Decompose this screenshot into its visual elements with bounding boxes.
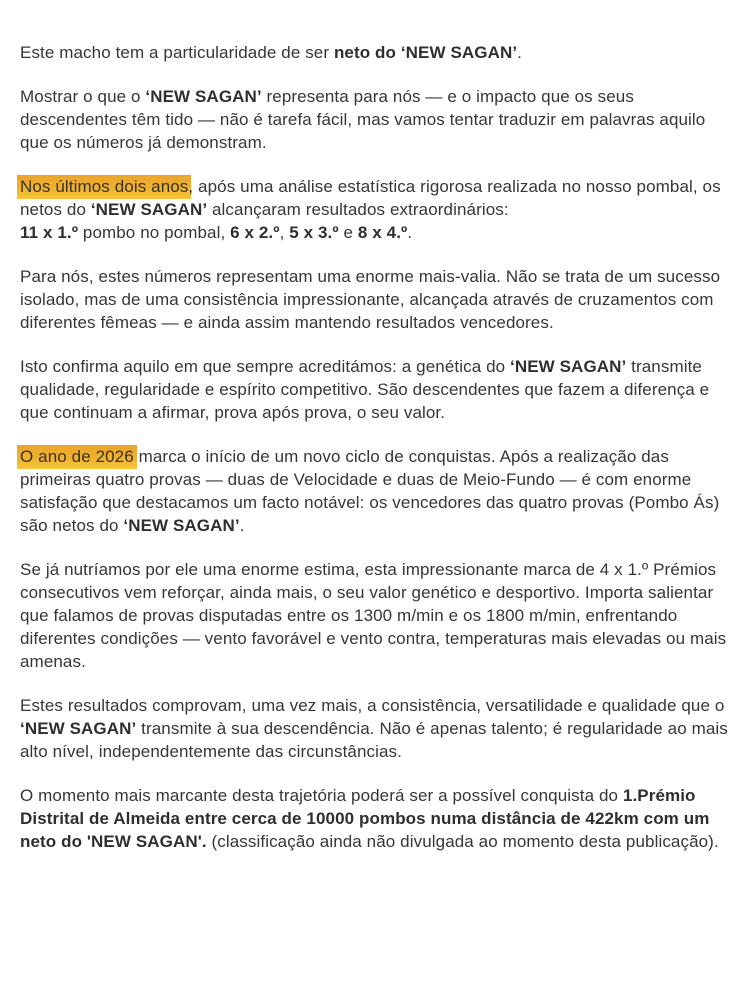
text-run: O momento mais marcante desta trajetória poderá ser a possível conquista do bbox=[20, 786, 623, 805]
text-run: , bbox=[279, 223, 290, 242]
text-run: pombo no pombal, bbox=[78, 223, 231, 242]
bold-run: ‘NEW SAGAN’ bbox=[123, 516, 240, 535]
text-run: alcançaram resultados extraordinários: bbox=[207, 200, 509, 219]
bold-run: neto do ‘NEW SAGAN’ bbox=[333, 43, 518, 62]
text-run: representa para nós — e o impacto que os seus descendentes têm tido — não é tarefa fácil, mas vamos tentar traduzir em palavras aquilo que os números já demonstram. bbox=[20, 87, 706, 152]
paragraph-5 bbox=[20, 355, 732, 424]
bold-run: ‘NEW SAGAN’ bbox=[510, 357, 627, 376]
bold-run: 1.Prémio Distrital de Almeida entre cerca de 10000 pombos numa distância de 422km com um neto do 'NEW SAGAN'. bbox=[20, 786, 710, 851]
bold-run: 11 x 1.º bbox=[20, 223, 79, 242]
text-run: marca o início de um novo ciclo de conquistas. Após a realização das primeiras quatro provas — duas de Velocidade e duas de Meio-Fundo — é com enorme satisfação que destacamos um facto notável: os vencedores das quatro provas (Pombo Ás) são netos do bbox=[20, 447, 720, 535]
text-run: Se já nutríamos por ele uma enorme estima, esta impressionante marca de 4 x 1.º Prémios consecutivos vem reforçar, ainda mais, o seu valor genético e desportivo. Importa salientar que falamos de provas disputadas entre os 1300 m/min e os 1800 m/min, enfrentando diferentes condições — vento favorável e vento contra, temperaturas mais elevadas ou mais amenas. bbox=[20, 560, 727, 671]
text-run: . bbox=[407, 223, 413, 242]
text-run: Mostrar o que o bbox=[20, 87, 146, 106]
text-run: Estes resultados comprovam, uma vez mais, a consistência, versatilidade e qualidade que o bbox=[20, 696, 725, 715]
bold-run: 8 x 4.º bbox=[357, 223, 408, 242]
highlight-run: Nos últimos dois anos bbox=[17, 175, 191, 199]
text-run: Para nós, estes números representam uma enorme mais-valia. Não se trata de um sucesso isolado, mas de uma consistência impressionante, alcançada através de cruzamentos com diferentes fêmeas — e ainda assim mantendo resultados vencedores. bbox=[20, 267, 721, 332]
text-run: (classificação ainda não divulgada ao momento desta publicação). bbox=[206, 832, 719, 851]
paragraph-1 bbox=[20, 41, 732, 64]
bold-run: ‘NEW SAGAN’ bbox=[90, 200, 208, 219]
text-run: , após uma análise estatística rigorosa realizada no nosso pombal, os netos do bbox=[20, 177, 721, 219]
paragraph-2 bbox=[20, 85, 732, 154]
paragraph-3 bbox=[20, 175, 732, 244]
text-run: e bbox=[338, 223, 358, 242]
text-run: Isto confirma aquilo em que sempre acreditámos: a genética do bbox=[20, 357, 511, 376]
highlight-run: O ano de 2026 bbox=[17, 445, 137, 469]
paragraph-9 bbox=[20, 784, 732, 853]
bold-run: 5 x 3.º bbox=[289, 223, 339, 242]
text-run: transmite à sua descendência. Não é apenas talento; é regularidade ao mais alto nível, independentemente das circunstâncias. bbox=[20, 719, 728, 761]
bold-run: ‘NEW SAGAN’ bbox=[145, 87, 262, 106]
text-run: . bbox=[239, 516, 245, 535]
bold-run: 6 x 2.º bbox=[230, 223, 280, 242]
text-run: Este macho tem a particularidade de ser bbox=[20, 43, 334, 62]
paragraph-8 bbox=[20, 694, 732, 763]
text-run: transmite qualidade, regularidade e espírito competitivo. São descendentes que fazem a diferença e que continuam a afirmar, prova após prova, o seu valor. bbox=[20, 357, 710, 422]
paragraph-7 bbox=[20, 558, 732, 673]
paragraph-6 bbox=[20, 445, 732, 537]
text-run: . bbox=[517, 43, 522, 62]
bold-run: ‘NEW SAGAN’ bbox=[20, 719, 137, 738]
paragraph-4 bbox=[20, 265, 732, 334]
